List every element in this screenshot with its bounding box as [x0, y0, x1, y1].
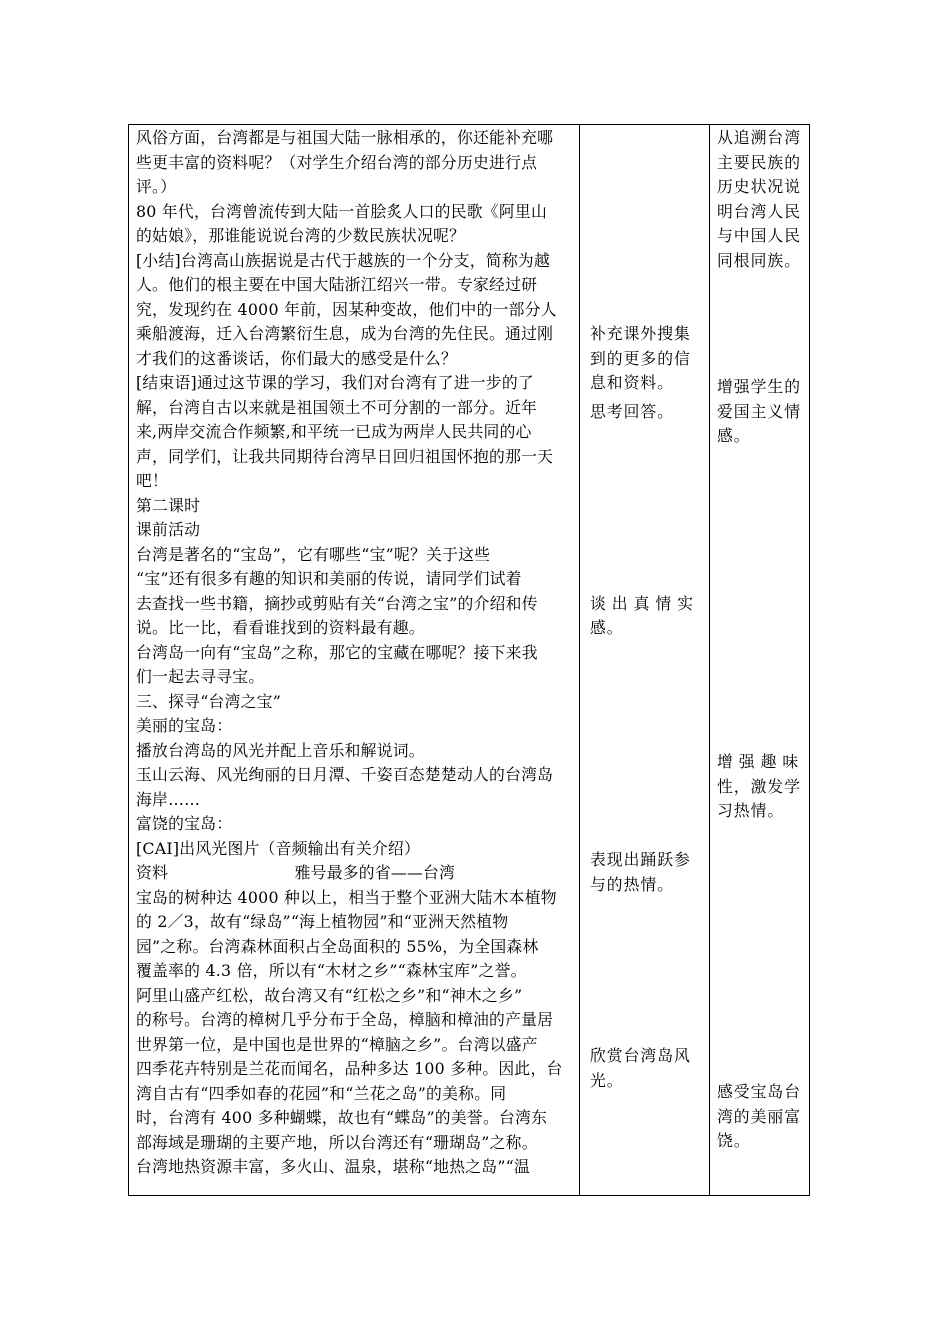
student-line: 感。: [590, 618, 624, 637]
main-line: 台湾是著名的“宝岛”，它有哪些“宝”呢？关于这些: [136, 544, 491, 564]
student-line: 思考回答。: [590, 402, 674, 421]
intent-line: 明台湾人民: [717, 201, 801, 221]
main-line: 台湾地热资源丰富，多火山、温泉，堪称“地热之岛”“温: [136, 1157, 531, 1176]
main-line: 吧！: [136, 471, 169, 490]
main-line: 三、探寻“台湾之宝”: [136, 691, 282, 711]
main-line: [CAI]出风光图片（音频输出有关介绍）: [136, 838, 421, 858]
main-line: 阿里山盛产红松，故台湾又有“红松之乡”和“神木之乡”: [136, 985, 523, 1005]
student-line: 谈出真情实: [590, 593, 699, 613]
intent-line: 增强学生的: [717, 377, 801, 396]
main-line: [结束语]通过这节课的学习，我们对台湾有了进一步的了: [136, 373, 534, 392]
main-line: 风俗方面，台湾都是与祖国大陆一脉相承的，你还能补充哪: [136, 128, 554, 147]
main-line: 去查找一些书籍，摘抄或剪贴有关“台湾之宝”的介绍和传: [136, 593, 538, 613]
main-line: 人。他们的根主要在中国大陆浙江绍兴一带。专家经过研: [136, 275, 538, 294]
main-line: 才我们的这番谈话，你们最大的感受是什么？: [136, 348, 457, 368]
main-line: 部海域是珊瑚的主要产地，所以台湾还有“珊瑚岛”之称。: [136, 1132, 538, 1152]
main-line: 资料 雅号最多的省——台湾: [136, 863, 456, 882]
main-line: “宝”还有很多有趣的知识和美丽的传说，请同学们试着: [136, 569, 522, 588]
main-line: 海岸……: [136, 789, 201, 809]
main-line: 园”之称。台湾森林面积占全岛面积的 55%，为全国森林: [136, 936, 539, 956]
main-line: 世界第一位，是中国也是世界的“樟脑之乡”。台湾以盛产: [136, 1034, 538, 1054]
student-line: 补充课外搜集: [590, 324, 691, 343]
intent-line: 饶。: [717, 1131, 751, 1150]
intent-line: 湾的美丽富: [717, 1106, 801, 1126]
main-line: 覆盖率的 4.3 倍，所以有“木材之乡”“森林宝库”之誉。: [136, 961, 527, 980]
main-line: 的姑娘》，那谁能说说台湾的少数民族状况呢？: [136, 226, 466, 245]
main-line: 玉山云海、风光绚丽的日月潭、千姿百态楚楚动人的台湾岛: [136, 765, 554, 784]
student-line: 光。: [590, 1070, 624, 1090]
main-line: 说。比一比，看看谁找到的资料最有趣。: [136, 618, 425, 637]
intent-line: 习热情。: [717, 801, 785, 820]
main-line: 们一起去寻寻宝。: [136, 667, 265, 686]
intent-line: 增强趣味: [717, 752, 805, 771]
column-divider-2: [709, 125, 710, 1195]
main-line: 评。）: [136, 177, 177, 196]
main-line: 声，同学们，让我共同期待台湾早日回归祖国怀抱的那一天: [136, 446, 554, 466]
intent-line: 主要民族的: [717, 152, 801, 172]
main-line: 乘船渡海，迁入台湾繁衍生息，成为台湾的先住民。通过刚: [136, 324, 554, 343]
main-line: 四季花卉特别是兰花而闻名，品种多达 100 多种。因此，台: [136, 1059, 563, 1078]
intent-line: 感。: [717, 426, 751, 445]
student-line: 欣赏台湾岛风: [590, 1046, 691, 1065]
intent-line: 从追溯台湾: [717, 128, 801, 147]
intent-line: 同根同族。: [717, 250, 801, 270]
main-line: 台湾岛一向有“宝岛”之称，那它的宝藏在哪呢？接下来我: [136, 642, 538, 662]
intent-line: 感受宝岛台: [717, 1082, 801, 1101]
main-line: 富饶的宝岛：: [136, 814, 233, 833]
main-line: 第二课时: [136, 495, 201, 515]
main-line: 究，发现约在 4000 年前，因某种变故，他们中的一部分人: [136, 299, 557, 319]
main-line: 宝岛的树种达 4000 种以上，相当于整个亚洲大陆木本植物: [136, 887, 557, 907]
main-line: 美丽的宝岛：: [136, 716, 233, 735]
lesson-plan-table: [128, 124, 810, 1196]
main-line: 时，台湾有 400 多种蝴蝶，故也有“蝶岛”的美誉。台湾东: [136, 1108, 548, 1127]
main-line: 来,两岸交流合作频繁,和平统一已成为两岸人民共同的心: [136, 422, 532, 441]
main-line: 些更丰富的资料呢？（对学生介绍台湾的部分历史进行点: [136, 152, 538, 172]
student-line: 表现出踊跃参: [590, 850, 691, 869]
main-line: 80 年代，台湾曾流传到大陆一首脍炙人口的民歌《阿里山: [136, 201, 547, 221]
main-line: 解，台湾自古以来就是祖国领土不可分割的一部分。近年: [136, 397, 538, 417]
main-line: 播放台湾岛的风光并配上音乐和解说词。: [136, 740, 425, 760]
main-line: [小结]台湾高山族据说是古代于越族的一个分支，简称为越: [136, 250, 550, 270]
intent-line: 性，激发学: [717, 776, 801, 796]
main-line: 课前活动: [136, 520, 201, 539]
student-line: 与的热情。: [590, 874, 674, 894]
intent-line: 与中国人民: [717, 226, 801, 245]
intent-line: 爱国主义情: [717, 401, 801, 421]
student-line: 息和资料。: [590, 373, 674, 392]
intent-line: 历史状况说: [717, 177, 801, 196]
column-divider-1: [579, 125, 580, 1195]
main-line: 的 2／3，故有“绿岛”“海上植物园”和“亚洲天然植物: [136, 912, 509, 931]
main-line: 湾自古有“四季如春的花园”和“兰花之岛”的美称。同: [136, 1083, 507, 1103]
main-line: 的称号。台湾的樟树几乎分布于全岛，樟脑和樟油的产量居: [136, 1010, 554, 1029]
student-line: 到的更多的信: [590, 348, 691, 368]
